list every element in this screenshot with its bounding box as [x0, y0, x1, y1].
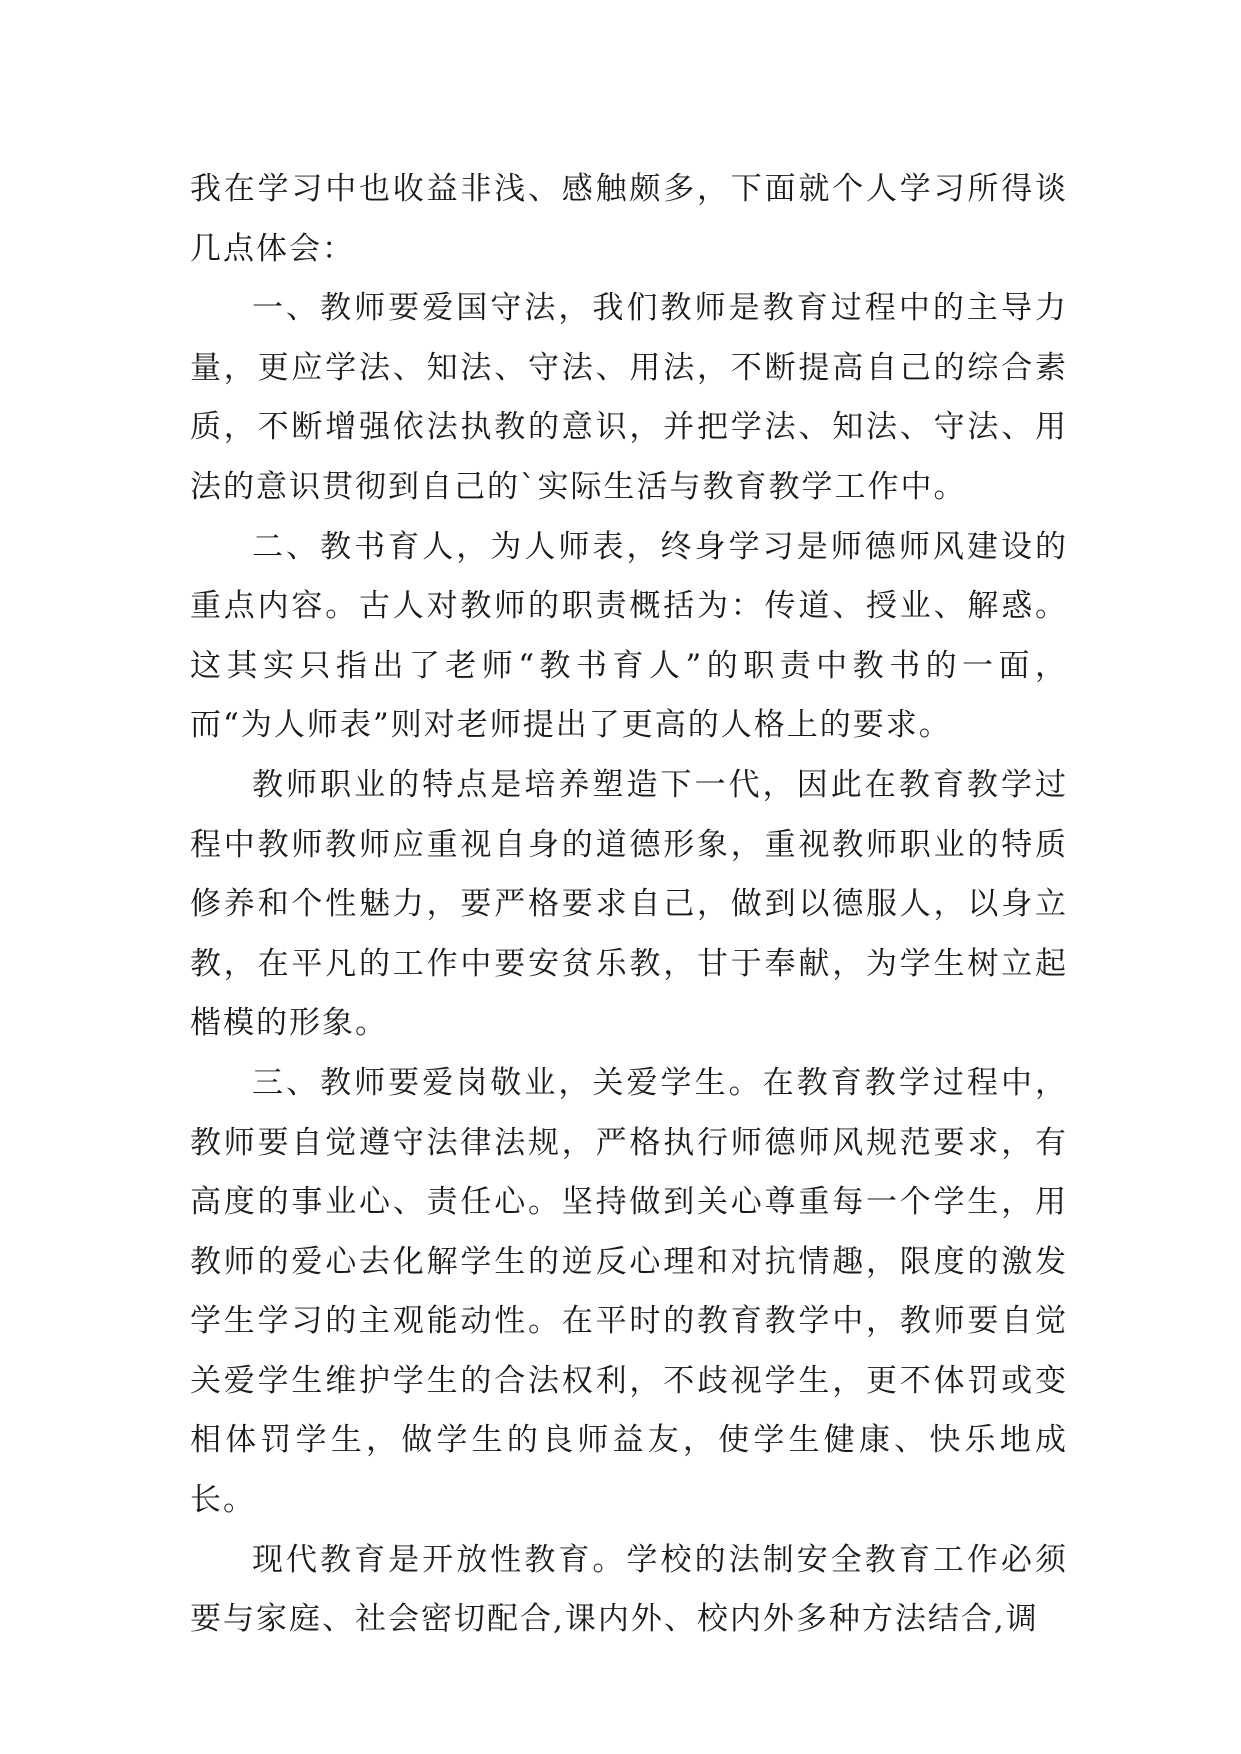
paragraph-intro: 我在学习中也收益非浅、感触颇多，下面就个人学习所得谈几点体会： [190, 171, 1068, 267]
paragraph-point-two: 二、教书育人，为人师表，终身学习是师德师风建设的重点内容。古人对教师的职责概括为：传道、授业、解惑。这其实只指出了老师“教书育人”的职责中教书的一面，而“为人师表”则对老师提出了更高的人格上的要求。 [190, 528, 1068, 744]
paragraph-point-one: 一、教师要爱国守法，我们教师是教育过程中的主导力量，更应学法、知法、守法、用法，不断提高自己的综合素质，不断增强依法执教的意识，并把学法、知法、守法、用法的意识贯彻到自己的`实际生活与教育教学工作中。 [190, 290, 1068, 505]
paragraph-modern-education: 现代教育是开放性教育。学校的法制安全教育工作必须要与家庭、社会密切配合,课内外、校内外多种方法结合,调 [190, 1541, 1068, 1638]
paragraph-point-three: 三、教师要爱岗敬业，关爱学生。在教育教学过程中，教师要自觉遵守法律法规，严格执行师德师风规范要求，有高度的事业心、责任心。坚持做到关心尊重每一个学生，用教师的爱心去化解学生的逆反心理和对抗情趣，限度的激发学生学习的主观能动性。在平时的教育教学中，教师要自觉关爱学生维护学生的合法权利，不歧视学生，更不体罚或变相体罚学生，做学生的良师益友，使学生健康、快乐地成长。 [190, 1064, 1068, 1519]
paragraph-teacher-profession: 教师职业的特点是培养塑造下一代，因此在教育教学过程中教师教师应重视自身的道德形象，重视教师职业的特质修养和个性魅力，要严格要求自己，做到以德服人，以身立教，在平凡的工作中要安贫乐教，甘于奉献，为学生树立起楷模的形象。 [190, 766, 1068, 1042]
document-body [190, 160, 1068, 1650]
